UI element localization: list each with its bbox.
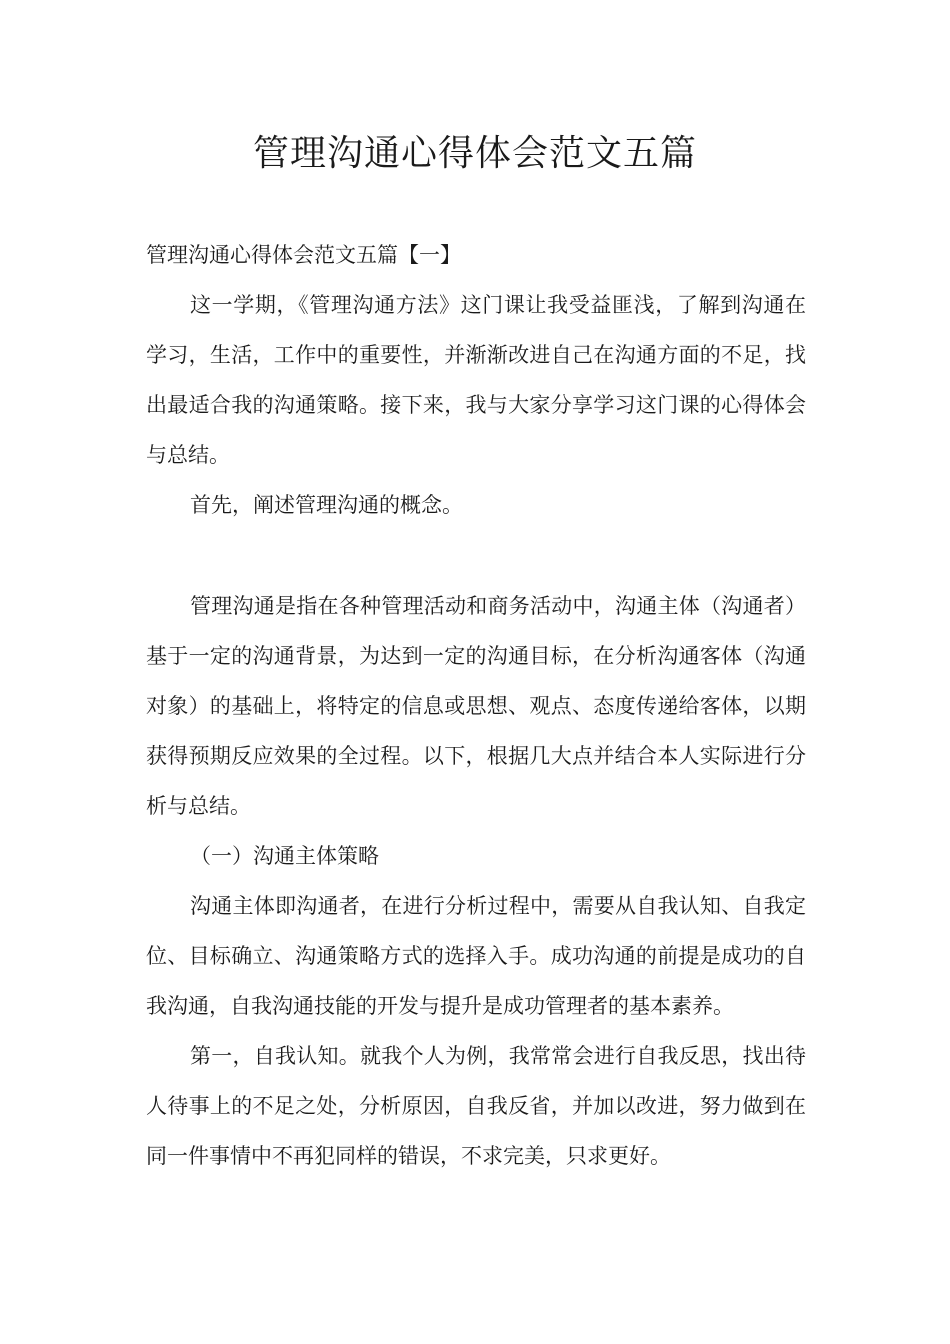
- document-body: [146, 230, 806, 1181]
- paragraph-definition: 管理沟通是指在各种管理活动和商务活动中，沟通主体（沟通者）基于一定的沟通背景，为达到一定的沟通目标，在分析沟通客体（沟通对象）的基础上，将特定的信息或思想、观点、态度传递给客体，以期获得预期反应效果的全过程。以下，根据几大点并结合本人实际进行分析与总结。: [146, 594, 806, 818]
- paragraph-first: 首先，阐述管理沟通的概念。: [190, 493, 463, 517]
- paragraph-subject: 沟通主体即沟通者，在进行分析过程中，需要从自我认知、自我定位、目标确立、沟通策略方式的选择入手。成功沟通的前提是成功的自我沟通，自我沟通技能的开发与提升是成功管理者的基本素养。: [146, 894, 806, 1018]
- document-title: 管理沟通心得体会范文五篇: [252, 133, 697, 174]
- sub-heading: （一）沟通主体策略: [190, 844, 379, 868]
- paragraph-self-awareness: 第一，自我认知。就我个人为例，我常常会进行自我反思，找出待人待事上的不足之处，分析原因，自我反省，并加以改进，努力做到在同一件事情中不再犯同样的错误，不求完美，只求更好。: [146, 1044, 806, 1168]
- section-heading: 管理沟通心得体会范文五篇【一】: [146, 243, 461, 267]
- paragraph-intro: 这一学期，《管理沟通方法》这门课让我受益匪浅，了解到沟通在学习，生活，工作中的重要性，并渐渐改进自己在沟通方面的不足，找出最适合我的沟通策略。接下来，我与大家分享学习这门课的心得体会与总结。: [146, 293, 806, 467]
- blank-line: [146, 530, 806, 581]
